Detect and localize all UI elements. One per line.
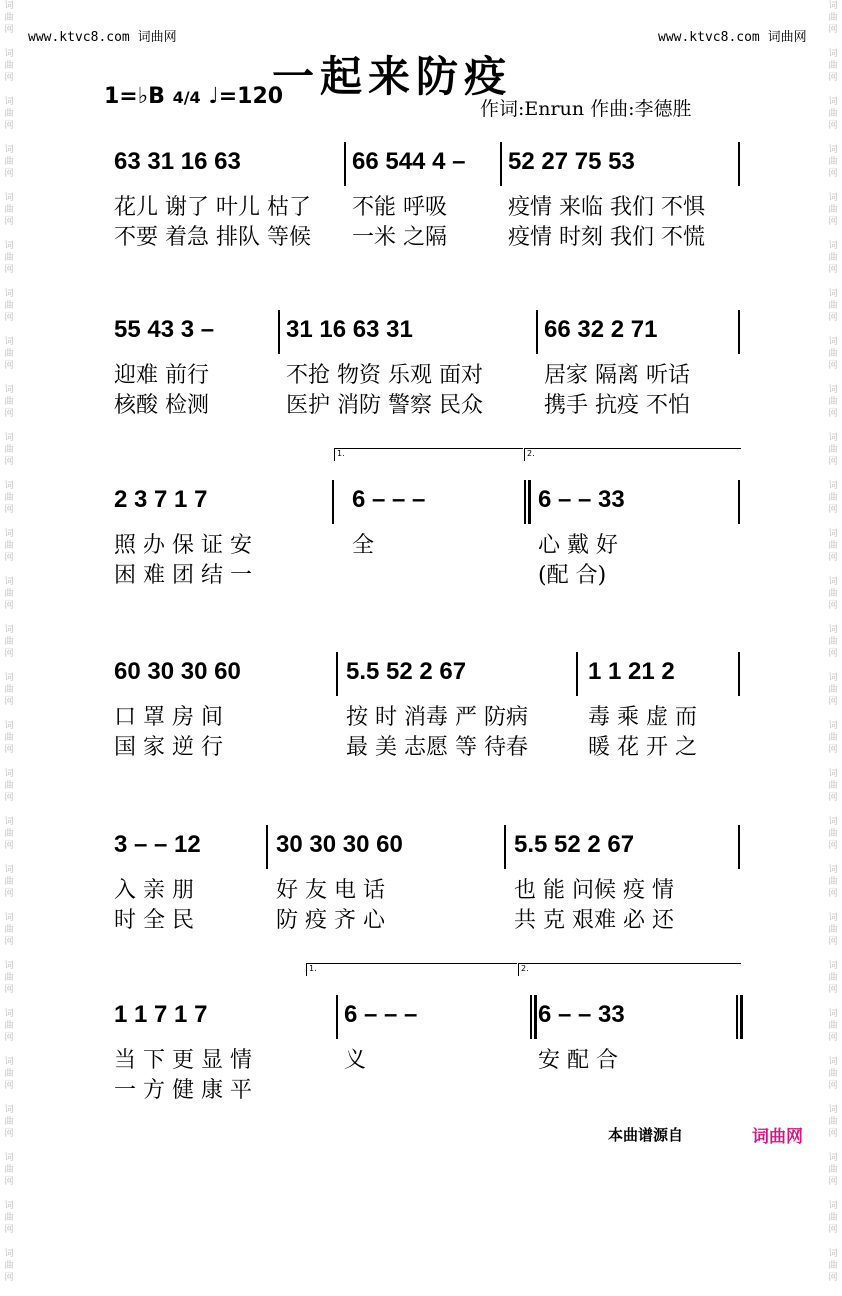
lyrics-verse-2: 一 方 健 康 平 — [114, 1078, 252, 1103]
lyrics-verse-1: 入 亲 朋 — [114, 878, 194, 903]
lyrics-verse-1: 口 罩 房 间 — [114, 705, 223, 730]
volta-second-ending: 2. — [524, 448, 741, 461]
lyrics-verse-2: 困 难 团 结 一 — [114, 563, 252, 588]
lyrics-verse-1: 当 下 更 显 情 — [114, 1048, 252, 1073]
lyrics-verse-2: 共 克 艰难 必 还 — [514, 908, 674, 933]
lyrics-verse-2: 暖 花 开 之 — [588, 735, 697, 760]
measure-notes: 1 1 21 2 — [588, 658, 675, 685]
lyrics-verse-1: 花儿 谢了 叶儿 枯了 — [114, 195, 311, 220]
bar-line — [576, 652, 578, 696]
key-tempo: 1=♭B 4/4 ♩=120 — [104, 84, 284, 109]
lyrics-verse-2: (配 合) — [538, 563, 607, 588]
lyrics-verse-1: 也 能 问候 疫 情 — [514, 878, 674, 903]
bar-line — [738, 480, 740, 524]
bar-line — [266, 825, 268, 869]
bar-line — [528, 480, 531, 524]
side-watermark-left: 词 曲 网 词 曲 网 词 曲 网 词 曲 网 词 曲 网 词 曲 网 词 曲 网 词 曲 网 词 曲 网 词 曲 网 词 曲 网 词 曲 网 词 曲 网 词 曲 网 词 曲 网 词 曲 网 词 曲 网 词 曲 网 词 曲 网 词 曲 网 词 曲 网 词 曲 网 词 曲 网 词 曲 网 词 曲 网 词 曲 网 词 曲 网 — [4, 1, 14, 1283]
lyrics-verse-2: 防 疫 齐 心 — [276, 908, 385, 933]
measure-notes: 6 – – – — [344, 1001, 418, 1028]
song-title: 一起来防疫 — [272, 52, 513, 101]
bar-line — [504, 825, 506, 869]
lyrics-verse-1: 不抢 物资 乐观 面对 — [286, 363, 483, 388]
measure-notes: 30 30 30 60 — [276, 831, 403, 858]
lyrics-verse-1: 心 戴 好 — [538, 533, 618, 558]
bar-line — [524, 480, 526, 524]
measure-notes: 31 16 63 31 — [286, 316, 413, 343]
site-url-right[interactable]: www.ktvc8.com 词曲网 — [658, 30, 807, 45]
lyrics-verse-2: 国 家 逆 行 — [114, 735, 223, 760]
bar-line — [336, 995, 338, 1039]
source-label: 本曲谱源自 — [608, 1126, 684, 1144]
bar-line — [534, 995, 537, 1039]
measure-notes: 52 27 75 53 — [508, 148, 635, 175]
bar-line — [530, 995, 532, 1039]
measure-notes: 5.5 52 2 67 — [346, 658, 467, 685]
lyrics-verse-1: 义 — [344, 1048, 367, 1073]
bar-line — [740, 995, 743, 1039]
lyrics-verse-2: 携手 抗疫 不怕 — [544, 393, 690, 418]
lyrics-verse-1: 毒 乘 虚 而 — [588, 705, 697, 730]
site-logo[interactable]: 词曲网 — [752, 1127, 803, 1147]
lyrics-verse-1: 不能 呼吸 — [352, 195, 447, 220]
lyrics-verse-2: 最 美 志愿 等 待春 — [346, 735, 528, 760]
volta-first-ending: 1. — [306, 963, 517, 976]
measure-notes: 5.5 52 2 67 — [514, 831, 635, 858]
measure-notes: 1 1 7 1 7 — [114, 1001, 208, 1028]
lyrics-verse-1: 迎难 前行 — [114, 363, 209, 388]
bar-line — [500, 142, 502, 186]
volta-second-ending: 2. — [518, 963, 741, 976]
bar-line — [344, 142, 346, 186]
bar-line — [278, 310, 280, 354]
measure-notes: 63 31 16 63 — [114, 148, 241, 175]
bar-line — [536, 310, 538, 354]
bar-line — [736, 995, 738, 1039]
lyrics-verse-2: 时 全 民 — [114, 908, 194, 933]
measure-notes: 6 – – 33 — [538, 1001, 625, 1028]
bar-line — [738, 825, 740, 869]
measure-notes: 2 3 7 1 7 — [114, 486, 208, 513]
lyrics-verse-1: 好 友 电 话 — [276, 878, 385, 903]
bar-line — [738, 652, 740, 696]
measure-notes: 66 544 4 – — [352, 148, 466, 175]
side-watermark-right: 词 曲 网 词 曲 网 词 曲 网 词 曲 网 词 曲 网 词 曲 网 词 曲 网 词 曲 网 词 曲 网 词 曲 网 词 曲 网 词 曲 网 词 曲 网 词 曲 网 词 曲 网 词 曲 网 词 曲 网 词 曲 网 词 曲 网 词 曲 网 词 曲 网 词 曲 网 词 曲 网 词 曲 网 词 曲 网 词 曲 网 词 曲 网 — [828, 1, 838, 1283]
lyrics-verse-2: 核酸 检测 — [114, 393, 209, 418]
measure-notes: 60 30 30 60 — [114, 658, 241, 685]
lyrics-verse-1: 全 — [352, 533, 375, 558]
lyrics-verse-1: 居家 隔离 听话 — [544, 363, 690, 388]
lyrics-verse-2: 医护 消防 警察 民众 — [286, 393, 483, 418]
bar-line — [332, 480, 334, 524]
lyrics-verse-1: 按 时 消毒 严 防病 — [346, 705, 528, 730]
lyrics-verse-1: 安 配 合 — [538, 1048, 618, 1073]
lyrics-verse-2: 疫情 时刻 我们 不慌 — [508, 225, 705, 250]
measure-notes: 6 – – 33 — [538, 486, 625, 513]
bar-line — [738, 310, 740, 354]
measure-notes: 66 32 2 71 — [544, 316, 658, 343]
measure-notes: 6 – – – — [352, 486, 426, 513]
lyrics-verse-1: 疫情 来临 我们 不惧 — [508, 195, 705, 220]
site-url-left[interactable]: www.ktvc8.com 词曲网 — [28, 30, 177, 45]
credits: 作词:Enrun 作曲:李德胜 — [480, 98, 692, 120]
lyrics-verse-2: 不要 着急 排队 等候 — [114, 225, 311, 250]
measure-notes: 3 – – 12 — [114, 831, 201, 858]
volta-first-ending: 1. — [334, 448, 523, 461]
bar-line — [336, 652, 338, 696]
measure-notes: 55 43 3 – — [114, 316, 215, 343]
bar-line — [738, 142, 740, 186]
lyrics-verse-2: 一米 之隔 — [352, 225, 447, 250]
lyrics-verse-1: 照 办 保 证 安 — [114, 533, 252, 558]
